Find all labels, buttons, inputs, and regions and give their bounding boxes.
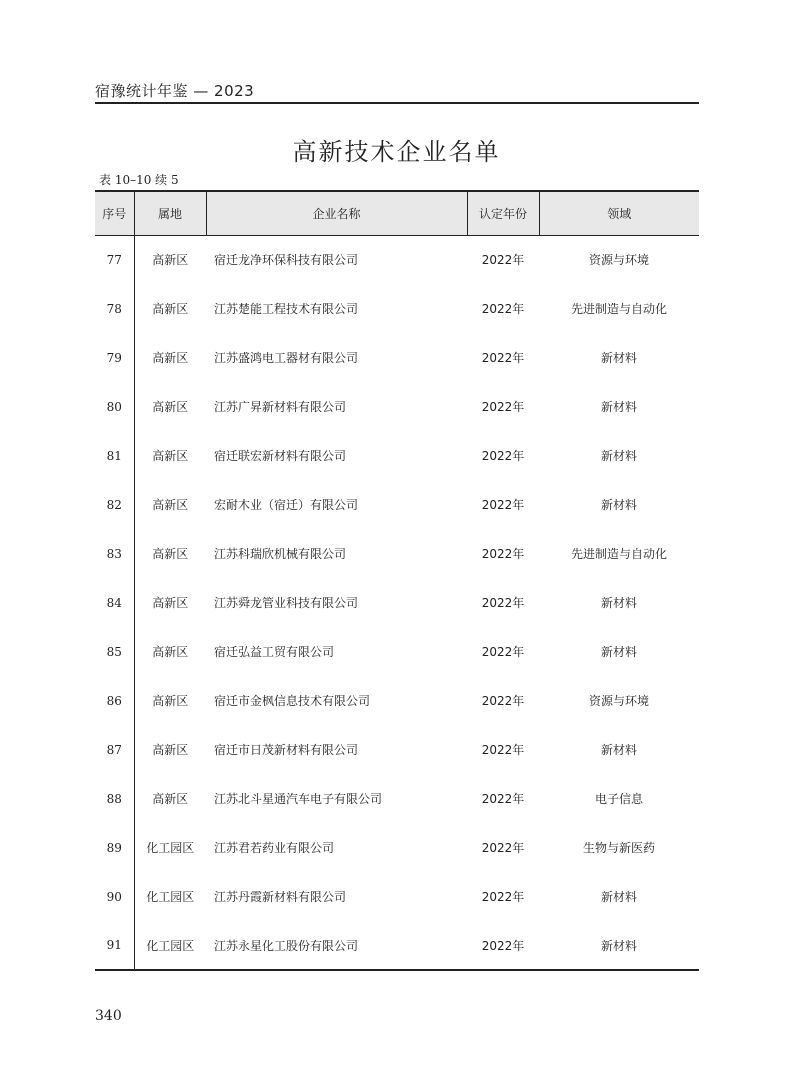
cell-field: 资源与环境 xyxy=(588,694,649,708)
cell-year: 2022年 xyxy=(481,645,525,659)
cell-year: 2022年 xyxy=(481,400,525,414)
running-header-text: 宿豫统计年鉴 — 2023 xyxy=(95,82,255,100)
cell-company: 江苏君若药业有限公司 xyxy=(214,841,335,855)
cell-field: 生物与新医药 xyxy=(582,841,655,855)
table-row xyxy=(95,627,699,676)
cell-field: 新材料 xyxy=(600,645,637,659)
cell-company: 宿迁弘益工贸有限公司 xyxy=(214,645,335,659)
table-row xyxy=(95,480,699,529)
cell-company: 宿迁联宏新材料有限公司 xyxy=(214,449,347,463)
cell-region: 高新区 xyxy=(152,645,189,659)
cell-year: 2022年 xyxy=(481,743,525,757)
table-row xyxy=(95,235,699,284)
table-row xyxy=(95,578,699,627)
cell-year: 2022年 xyxy=(481,449,525,463)
table-row xyxy=(95,431,699,480)
cell-region: 高新区 xyxy=(152,253,189,268)
cell-index: 77 xyxy=(95,235,134,284)
cell-index: 87 xyxy=(95,725,134,774)
cell-region: 高新区 xyxy=(152,400,189,414)
cell-region: 高新区 xyxy=(152,792,189,806)
table-row xyxy=(95,872,699,921)
table-row xyxy=(95,921,699,970)
cell-year: 2022年 xyxy=(481,302,525,316)
cell-field: 新材料 xyxy=(539,921,699,970)
column-header-region: 属地 xyxy=(134,191,206,235)
cell-index: 84 xyxy=(95,578,134,627)
page-number: 340 xyxy=(95,1008,122,1024)
cell-company: 江苏楚能工程技术有限公司 xyxy=(214,302,359,316)
cell-year: 2022年 xyxy=(481,792,525,806)
cell-field: 先进制造与自动化 xyxy=(570,302,667,316)
cell-field: 资源与环境 xyxy=(588,253,649,268)
cell-region: 化工园区 xyxy=(134,921,206,970)
cell-company: 江苏丹霞新材料有限公司 xyxy=(214,890,347,904)
cell-index: 91 xyxy=(95,921,134,970)
cell-company: 江苏科瑞欣机械有限公司 xyxy=(214,547,347,561)
cell-region: 高新区 xyxy=(152,547,189,561)
cell-field: 新材料 xyxy=(600,351,637,365)
cell-index: 88 xyxy=(95,774,134,823)
cell-field: 先进制造与自动化 xyxy=(570,547,667,561)
table-caption: 表 10–10 续 5 xyxy=(99,173,179,187)
cell-index: 78 xyxy=(95,284,134,333)
cell-field: 新材料 xyxy=(600,498,637,512)
table-row xyxy=(95,284,699,333)
table-row xyxy=(95,676,699,725)
table-row xyxy=(95,529,699,578)
cell-region: 高新区 xyxy=(152,449,189,463)
cell-region: 高新区 xyxy=(152,694,189,708)
cell-company: 江苏北斗星通汽车电子有限公司 xyxy=(214,792,383,806)
cell-company: 江苏舜龙管业科技有限公司 xyxy=(214,596,359,610)
table-row xyxy=(95,774,699,823)
cell-index: 83 xyxy=(95,529,134,578)
cell-field: 新材料 xyxy=(600,449,637,463)
cell-region: 高新区 xyxy=(152,302,189,316)
running-header xyxy=(95,80,699,104)
cell-year: 2022年 xyxy=(481,498,525,512)
cell-year: 2022年 xyxy=(481,890,525,904)
cell-company: 宿迁龙净环保科技有限公司 xyxy=(214,253,359,268)
cell-region: 高新区 xyxy=(152,351,189,365)
cell-company: 宿迁市金枫信息技术有限公司 xyxy=(214,694,371,708)
cell-year: 2022年 xyxy=(467,921,539,970)
cell-index: 85 xyxy=(95,627,134,676)
cell-index: 90 xyxy=(95,872,134,921)
cell-field: 新材料 xyxy=(600,890,637,904)
cell-company: 宏耐木业（宿迁）有限公司 xyxy=(214,498,359,512)
cell-year: 2022年 xyxy=(481,694,525,708)
cell-company: 江苏盛鸿电工器材有限公司 xyxy=(214,351,359,365)
cell-field: 新材料 xyxy=(600,400,637,414)
cell-field: 新材料 xyxy=(600,596,637,610)
cell-year: 2022年 xyxy=(481,253,525,268)
column-header-year: 认定年份 xyxy=(467,191,539,235)
cell-index: 81 xyxy=(95,431,134,480)
cell-region: 高新区 xyxy=(152,498,189,512)
table-row xyxy=(95,382,699,431)
cell-region: 化工园区 xyxy=(146,841,195,855)
table-row xyxy=(95,823,699,872)
cell-year: 2022年 xyxy=(481,841,525,855)
cell-year: 2022年 xyxy=(481,596,525,610)
column-header-field: 领域 xyxy=(539,191,699,235)
cell-year: 2022年 xyxy=(481,351,525,365)
cell-year: 2022年 xyxy=(481,547,525,561)
cell-region: 高新区 xyxy=(152,596,189,610)
cell-field: 新材料 xyxy=(600,743,637,757)
cell-index: 79 xyxy=(95,333,134,382)
table-row xyxy=(95,333,699,382)
cell-index: 86 xyxy=(95,676,134,725)
cell-region: 高新区 xyxy=(152,743,189,757)
column-header-company: 企业名称 xyxy=(206,191,467,235)
cell-company: 宿迁市日茂新材料有限公司 xyxy=(214,743,359,757)
table-header-row xyxy=(95,191,699,235)
column-header-index: 序号 xyxy=(95,191,134,235)
table-row xyxy=(95,725,699,774)
table-body xyxy=(95,235,699,970)
cell-region: 化工园区 xyxy=(146,890,195,904)
cell-index: 80 xyxy=(95,382,134,431)
cell-index: 89 xyxy=(95,823,134,872)
cell-company: 江苏广昇新材料有限公司 xyxy=(214,400,347,414)
cell-company: 江苏永星化工股份有限公司 xyxy=(206,921,467,970)
enterprise-table xyxy=(95,190,699,971)
cell-field: 电子信息 xyxy=(594,792,643,806)
page-title: 高新技术企业名单 xyxy=(292,138,501,166)
cell-index: 82 xyxy=(95,480,134,529)
